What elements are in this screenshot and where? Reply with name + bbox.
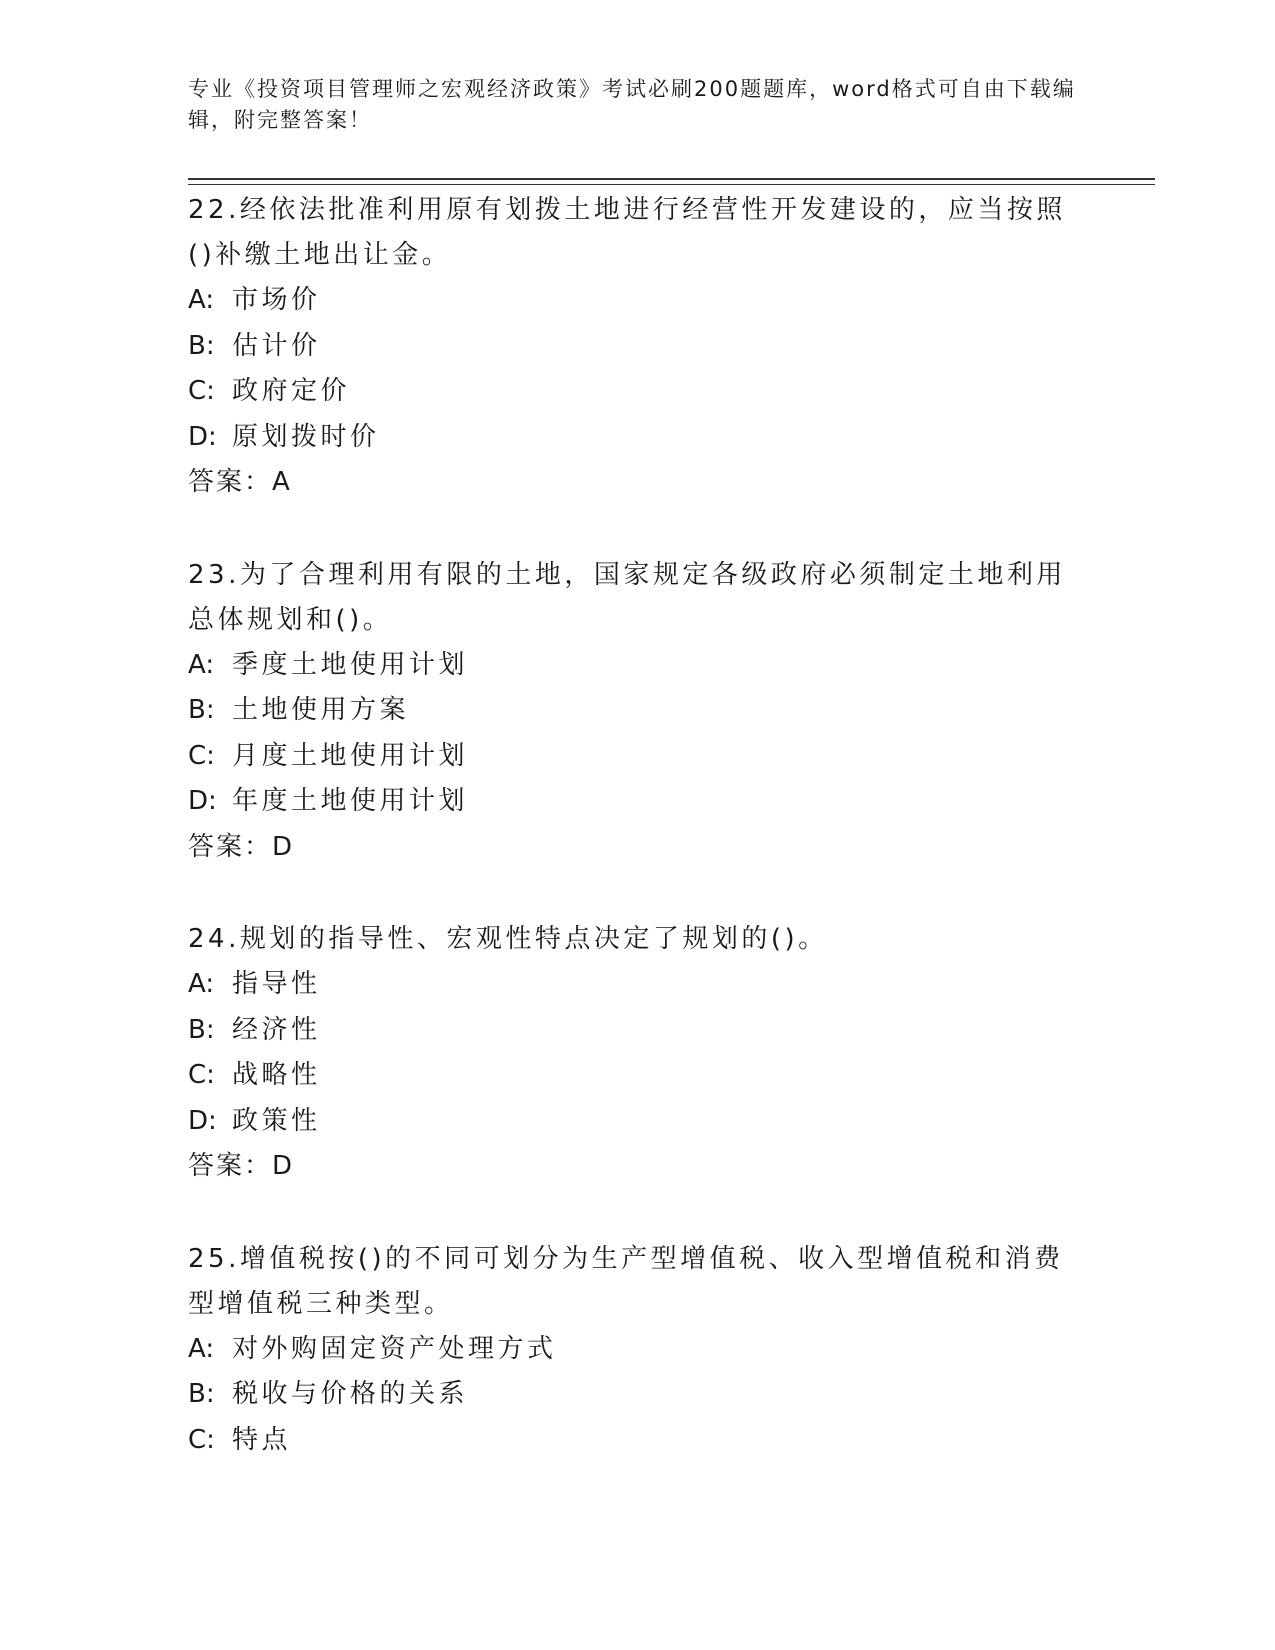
option-text: 指导性 [232, 969, 321, 999]
option-text: 季度土地使用计划 [232, 649, 469, 680]
option-a [188, 962, 1088, 1008]
option-text: 政策性 [232, 1105, 321, 1136]
option-key: B: [188, 330, 215, 361]
question-list [188, 188, 1088, 1510]
option-text: 月度土地使用计划 [232, 740, 469, 771]
option-text: 估计价 [232, 330, 321, 361]
header-divider-thick [188, 178, 1155, 180]
option-d [188, 1099, 1088, 1145]
answer-line: 答案：D [188, 831, 295, 862]
option-key: A: [188, 285, 215, 315]
option-key: D: [188, 421, 217, 452]
document-header: 专业《投资项目管理师之宏观经济政策》考试必刷200题题库，word格式可自由下载编辑，附完整答案！ [188, 77, 1076, 132]
question-stem: 22.经依法批准利用原有划拨土地进行经营性开发建设的，应当按照()补缴土地出让金。 [188, 195, 1066, 270]
option-b [188, 324, 1088, 370]
option-key: D: [188, 786, 217, 816]
option-text: 税收与价格的关系 [232, 1379, 469, 1409]
answer-line: 答案：A [188, 467, 292, 497]
question-25 [188, 1237, 1088, 1464]
option-text: 特点 [232, 1424, 292, 1455]
header-divider-thin [188, 184, 1155, 185]
option-key: B: [188, 1379, 215, 1409]
option-c [188, 1418, 1088, 1464]
option-key: C: [188, 1424, 215, 1455]
option-key: C: [188, 740, 215, 771]
option-c [188, 1053, 1088, 1099]
question-23 [188, 553, 1088, 871]
option-key: B: [188, 695, 215, 725]
option-text: 土地使用方案 [232, 695, 410, 725]
option-a [188, 278, 1088, 324]
option-text: 原划拨时价 [232, 421, 380, 452]
answer-line: 答案：D [188, 1151, 295, 1181]
question-stem: 23.为了合理利用有限的土地，国家规定各级政府必须制定土地利用总体规划和()。 [188, 559, 1066, 635]
option-key: A: [188, 969, 215, 999]
option-key: C: [188, 376, 215, 406]
question-22 [188, 188, 1088, 506]
option-text: 经济性 [232, 1014, 321, 1045]
option-b [188, 1008, 1088, 1054]
option-b [188, 688, 1088, 734]
option-text: 战略性 [232, 1060, 321, 1090]
option-c [188, 369, 1088, 415]
question-24 [188, 917, 1088, 1190]
option-b [188, 1372, 1088, 1418]
option-text: 对外购固定资产处理方式 [232, 1333, 557, 1364]
option-key: D: [188, 1105, 217, 1136]
option-c [188, 734, 1088, 780]
option-text: 政府定价 [232, 376, 351, 406]
option-key: A: [188, 649, 215, 680]
option-text: 市场价 [232, 285, 321, 315]
option-key: C: [188, 1060, 215, 1090]
option-d [188, 415, 1088, 461]
question-stem: 24.规划的指导性、宏观性特点决定了规划的()。 [188, 924, 828, 954]
option-text: 年度土地使用计划 [232, 786, 469, 816]
option-key: B: [188, 1014, 215, 1045]
option-a [188, 643, 1088, 689]
question-stem: 25.增值税按()的不同可划分为生产型增值税、收入型增值税和消费型增值税三种类型。 [188, 1243, 1064, 1319]
option-d [188, 779, 1088, 825]
option-a [188, 1327, 1088, 1373]
option-key: A: [188, 1333, 215, 1364]
